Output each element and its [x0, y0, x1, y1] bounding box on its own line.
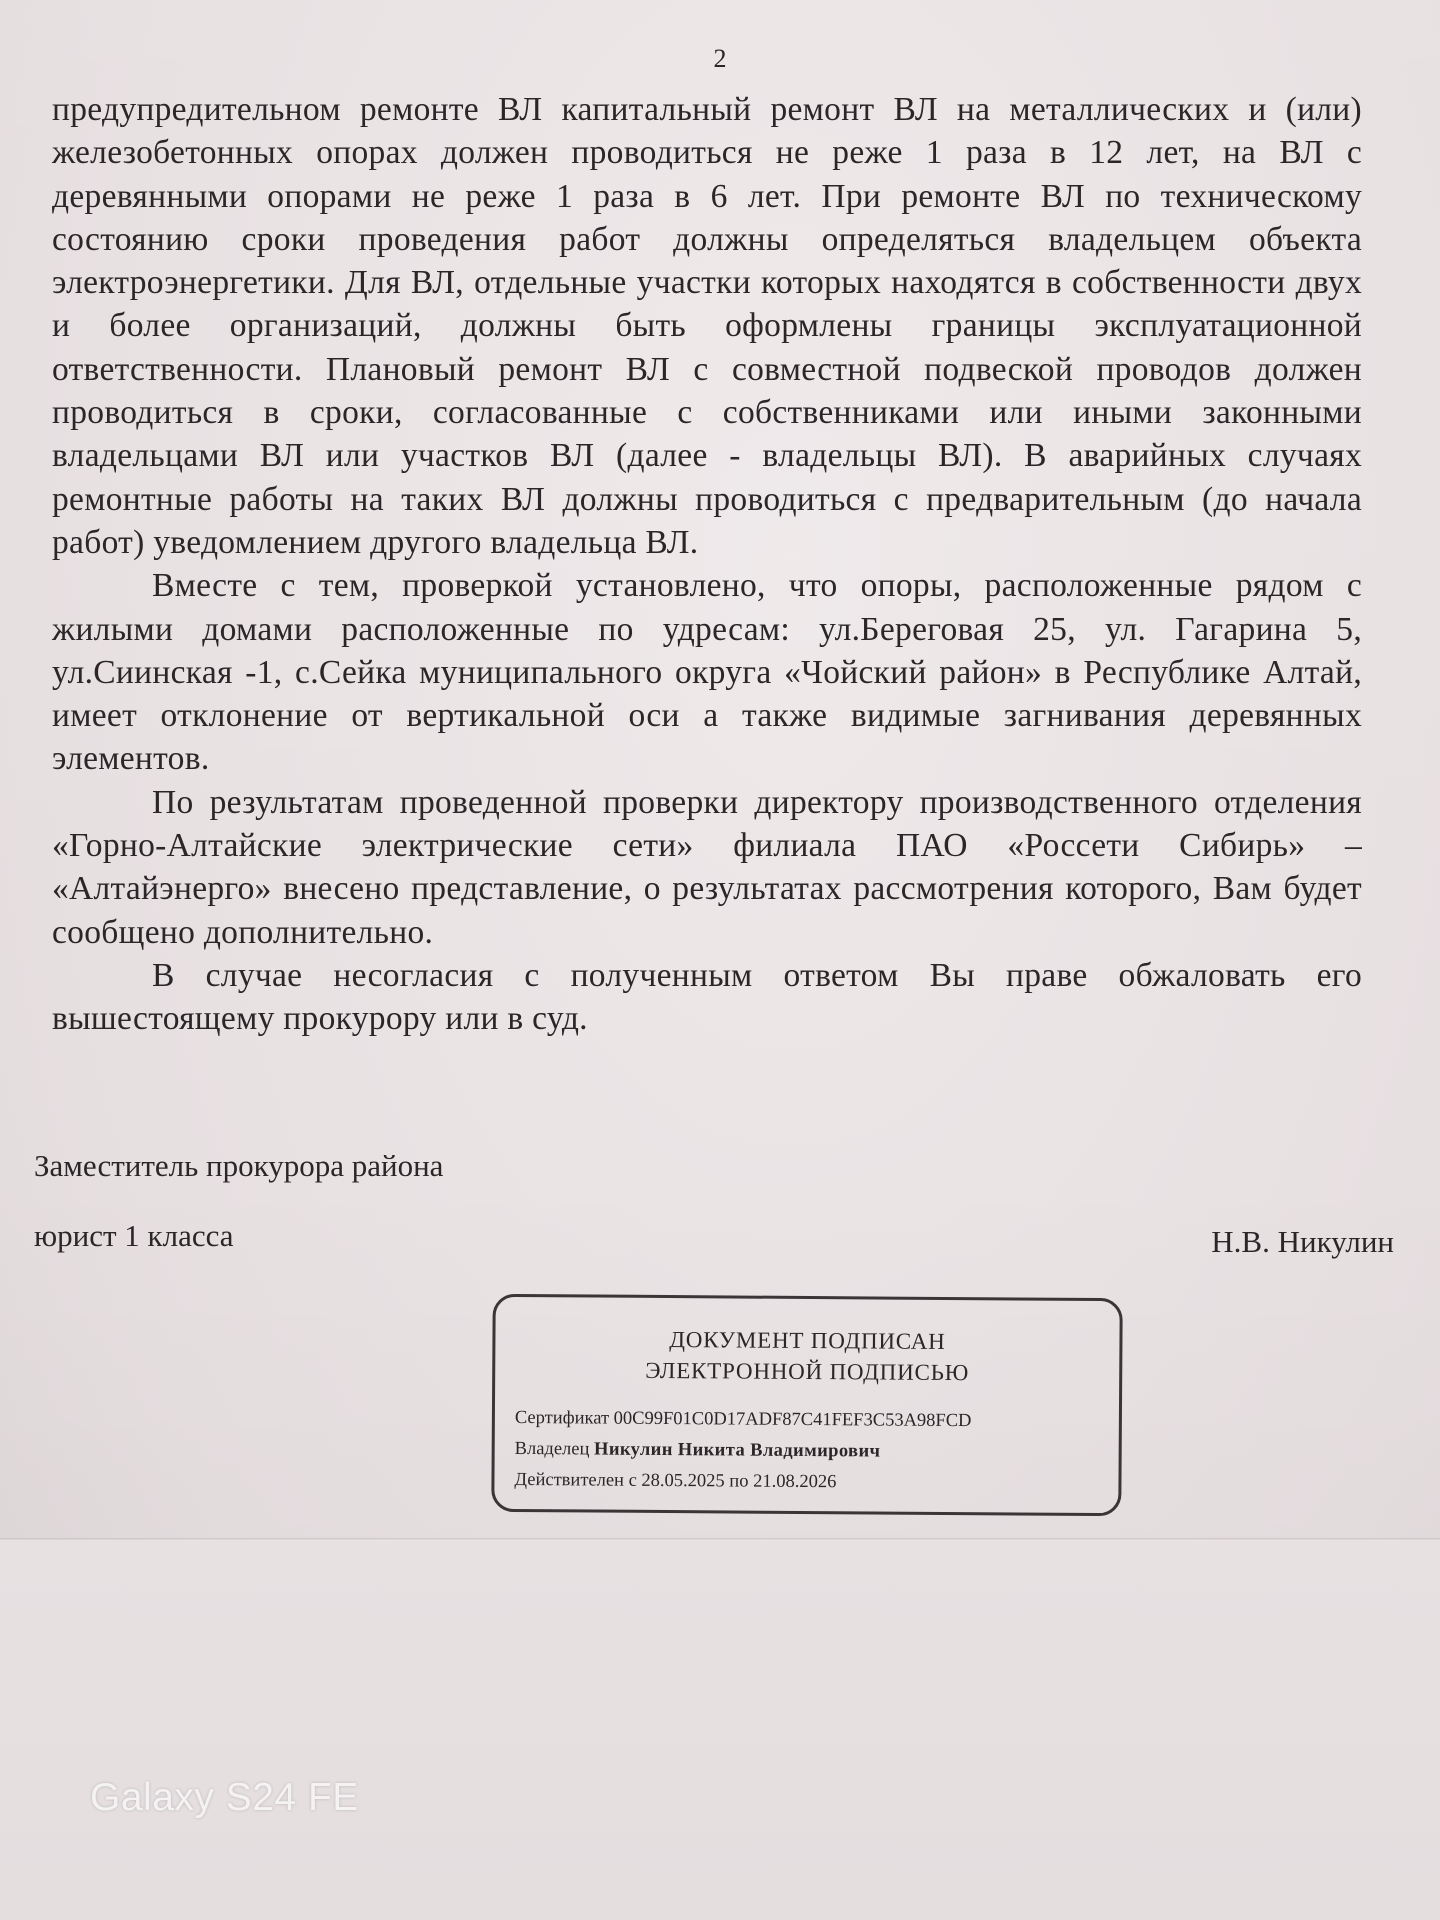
stamp-title-line: ДОКУМЕНТ ПОДПИСАН [669, 1327, 946, 1354]
body-paragraph: Вместе с тем, проверкой установлено, что опоры, расположенные рядом с жилыми домами расположенные по удресам: ул.Береговая 25, ул. Гагарина 5, ул.Сиинская -1, с.Сейка муниципального округа «Чойский район» в Республике Алтай, имеет отклонение от вертикальной оси а также видимые загнивания деревянных элементов. [52, 567, 1362, 778]
valid-to-date: 21.08.2026 [753, 1471, 837, 1493]
certificate-value: 00C99F01C0D17ADF87C41FEF3C53A98FCD [613, 1408, 972, 1432]
owner-label: Владелец [514, 1438, 590, 1460]
letter-body [52, 88, 1362, 1041]
page-number: 2 [713, 44, 727, 73]
valid-from-label: с [628, 1470, 637, 1491]
signer-position: Заместитель прокурора района [34, 1148, 444, 1183]
valid-from-date: 28.05.2025 [641, 1470, 725, 1492]
valid-label: Действителен [514, 1469, 625, 1491]
stamp-validity-row [514, 1465, 1104, 1500]
stamp-title [495, 1323, 1119, 1389]
paper-lower-area [0, 1541, 1440, 1920]
stamp-certificate-row [515, 1403, 1105, 1438]
stamp-owner-row [515, 1434, 1105, 1469]
stamp-details [514, 1403, 1105, 1500]
signer-rank: юрист 1 класса [34, 1218, 234, 1253]
certificate-label: Сертификат [514, 1407, 610, 1429]
valid-to-label: по [729, 1471, 749, 1492]
body-paragraph: предупредительном ремонте ВЛ капитальный ремонт ВЛ на металлических и (или) железобетонных опорах должен проводиться не реже 1 раза в 12 лет, на ВЛ с деревянными опорами не реже 1 раза в 6 лет. При ремонте ВЛ по техническому состоянию сроки проведения работ должны определяться владельцем объекта электроэнергетики. Для ВЛ, отдельные участки которых находятся в собственности двух и более организаций, должны быть оформлены границы эксплуатационной ответственности. Плановый ремонт ВЛ с совместной подвеской проводов должен проводиться в сроки, согласованные с собственниками или иными законными владельцами ВЛ или участков ВЛ (далее - владельцы ВЛ). В аварийных случаях ремонтные работы на таких ВЛ должны проводиться с предварительным (до начала работ) уведомлением другого владельца ВЛ. [52, 91, 1362, 561]
signer-name: Н.В. Никулин [1211, 1224, 1394, 1259]
owner-value: Никулин Никита Владимирович [593, 1439, 881, 1462]
stamp-title-line: ЭЛЕКТРОННОЙ ПОДПИСЬЮ [645, 1357, 970, 1386]
electronic-signature-stamp [491, 1294, 1123, 1516]
body-paragraph: В случае несогласия с полученным ответом Вы праве обжаловать его вышестоящему прокурору или в суд. [52, 956, 1362, 1038]
body-paragraph: По результатам проведенной проверки директору производственного отделения «Горно-Алтайские электрические сети» филиала ПАО «Россети Сибирь» – «Алтайэнерго» внесено представление, о результатах рассмотрения которого, Вам будет сообщено дополнительно. [52, 783, 1362, 951]
camera-watermark: Galaxy S24 FE [90, 1776, 359, 1819]
